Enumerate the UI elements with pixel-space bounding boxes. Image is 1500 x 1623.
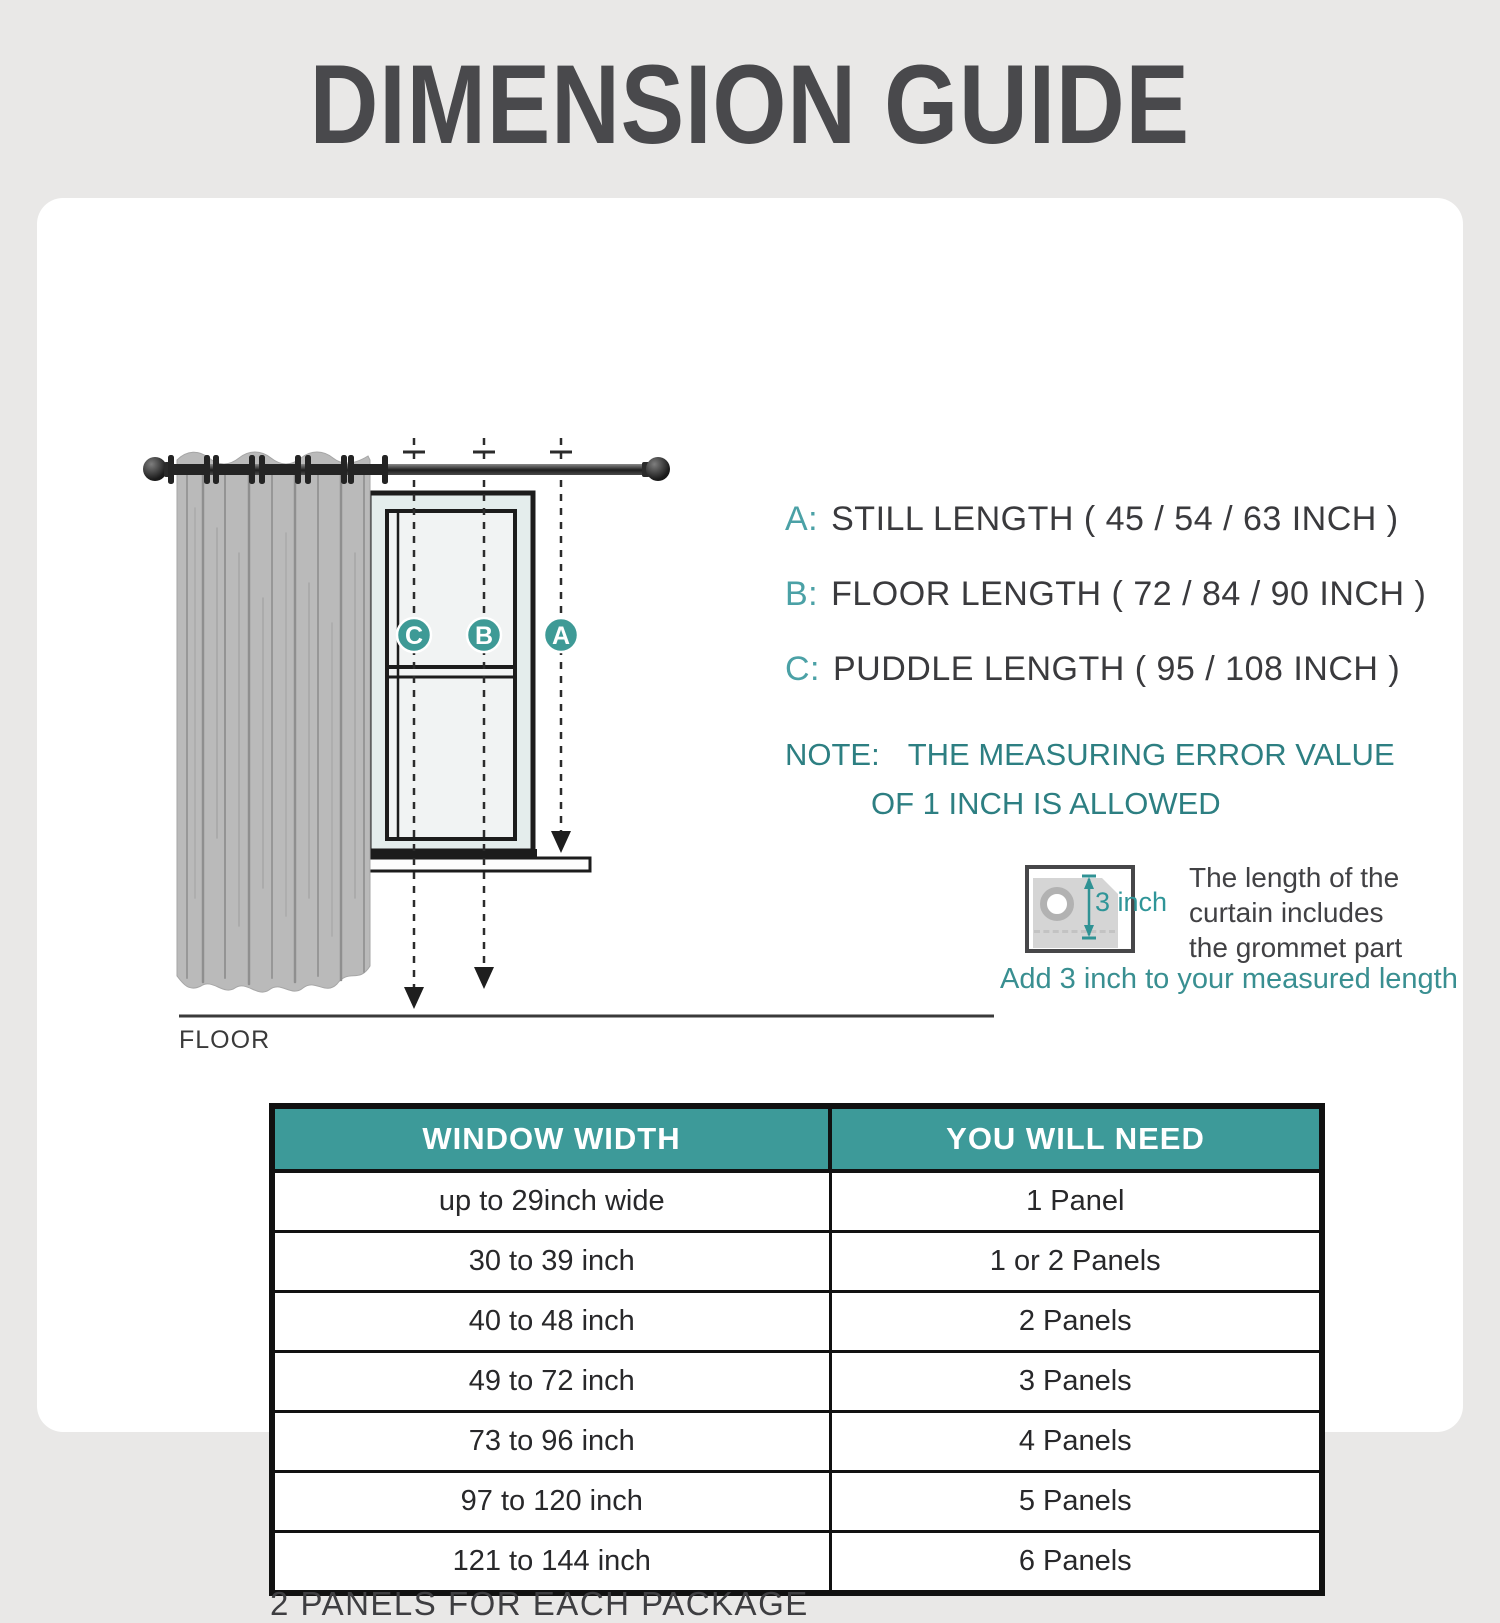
cell-window-width: 40 to 48 inch [272,1292,830,1352]
note-line-1 [785,737,1395,773]
window-illustration [367,493,590,871]
note-line-2: OF 1 INCH IS ALLOWED [871,786,1221,821]
marker-c [397,618,431,652]
grommet-desc-line-1: The length of the [1189,862,1400,893]
curtain-illustration [177,452,370,992]
spec-c-text: PUDDLE LENGTH ( 95 / 108 INCH ) [833,650,1401,688]
marker-a-label: A [551,622,571,650]
rod-finial-left-icon [143,457,167,481]
measure-markers [397,618,578,652]
marker-b [467,618,501,652]
spec-line-b [785,575,1426,614]
table-row [272,1292,1322,1352]
header-you-will-need: YOU WILL NEED [830,1106,1322,1171]
window-sill-board [367,858,590,871]
table-row [272,1532,1322,1594]
note-label: NOTE: [785,737,880,772]
spec-c-prefix: C: [785,650,820,688]
rod-finial-right-icon [646,457,670,481]
grommet-measure-label: 3 inch [1095,887,1168,917]
spec-line-a [785,500,1399,539]
cell-you-will-need: 6 Panels [830,1532,1322,1594]
marker-b-label: B [474,622,494,650]
page-title-text: DIMENSION GUIDE [309,42,1191,167]
cell-you-will-need: 1 or 2 Panels [830,1232,1322,1292]
spec-line-c [785,650,1400,689]
panel-count-table [269,1103,1325,1596]
spec-b-text: FLOOR LENGTH ( 72 / 84 / 90 INCH ) [831,575,1427,613]
grommet-description [1189,860,1402,965]
cell-you-will-need: 2 Panels [830,1292,1322,1352]
grommet-desc-line-3: the grommet part [1189,932,1403,963]
table-row [272,1171,1322,1232]
package-note: 2 PANELS FOR EACH PACKAGE [270,1585,809,1622]
cell-you-will-need: 5 Panels [830,1472,1322,1532]
table-header-row [272,1106,1322,1171]
marker-a [544,618,578,652]
cell-you-will-need: 1 Panel [830,1171,1322,1232]
header-window-width: WINDOW WIDTH [272,1106,830,1171]
cell-window-width: 121 to 144 inch [272,1532,830,1594]
cell-window-width: 30 to 39 inch [272,1232,830,1292]
cell-window-width: up to 29inch wide [272,1171,830,1232]
grommet-tip: Add 3 inch to your measured length [1000,963,1458,995]
cell-window-width: 97 to 120 inch [272,1472,830,1532]
content-card [37,198,1463,1622]
page-title [0,40,1500,169]
floor-label: FLOOR [179,1026,271,1054]
spec-a-prefix: A: [785,500,819,538]
note-text-1: THE MEASURING ERROR VALUE [907,737,1395,772]
marker-c-label: C [404,622,424,650]
cell-you-will-need: 3 Panels [830,1352,1322,1412]
table-row [272,1412,1322,1472]
spec-b-prefix: B: [785,575,819,613]
spec-a-text: STILL LENGTH ( 45 / 54 / 63 INCH ) [831,500,1399,538]
arrowhead-b-icon [474,967,494,989]
cell-window-width: 49 to 72 inch [272,1352,830,1412]
cell-you-will-need: 4 Panels [830,1412,1322,1472]
arrowhead-c-icon [404,987,424,1009]
grommet-desc-line-2: curtain includes [1189,897,1384,928]
grommet-stitch-line [1034,930,1115,933]
table-row [272,1232,1322,1292]
table-row [272,1352,1322,1412]
cell-window-width: 73 to 96 inch [272,1412,830,1472]
grommet-ring-icon [1040,887,1074,921]
arrowhead-a-icon [551,831,571,853]
table-row [272,1472,1322,1532]
